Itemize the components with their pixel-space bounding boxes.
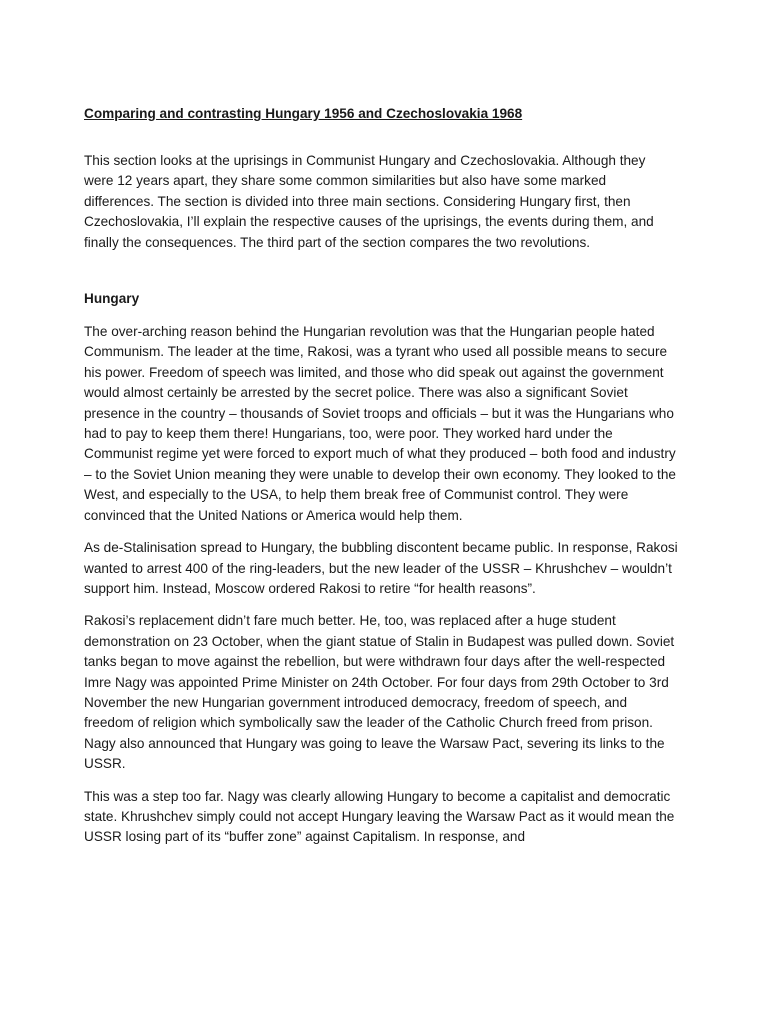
intro-paragraph: This section looks at the uprisings in Communist Hungary and Czechoslovakia. Although they were 12 years apart, they share some common similarities but also have some marked differences. The section is divided into three main sections. Considering Hungary first, then Czechoslovakia, I’ll explain the respective causes of the uprisings, the events during them, and finally the consequences. The third part of the section compares the two revolutions. [84, 153, 654, 250]
body-paragraph: As de-Stalinisation spread to Hungary, the bubbling discontent became public. In response, Rakosi wanted to arrest 400 of the ring-leaders, but the new leader of the USSR – Khrushchev – wouldn’t support him. Instead, Moscow ordered Rakosi to retire “for health reasons”. [84, 540, 678, 596]
body-paragraph: This was a step too far. Nagy was clearly allowing Hungary to become a capitalist and democratic state. Khrushchev simply could not accept Hungary leaving the Warsaw Pact as it would mean the USSR losing part of its “buffer zone” against Capitalism. In response, and [84, 788, 675, 845]
body-paragraph: The over-arching reason behind the Hungarian revolution was that the Hungarian people hated Communism. The leader at the time, Rakosi, was a tyrant who used all possible means to secure his power. Freedom of speech was limited, and those who did speak out against the government would almost certainly be arrested by the secret police. There was also a significant Soviet presence in the country – thousands of Soviet troops and officials – but it was the Hungarians who had to pay to keep them there! Hungarians, too, were poor. They worked hard under the Communist regime yet were forced to export much of what they produced – both food and industry – to the Soviet Union meaning they were unable to develop their own economy. They looked to the West, and especially to the USA, to help them break free of Communist control. They were convinced that the United Nations or America would help them. [84, 324, 676, 523]
section-heading: Hungary [84, 291, 140, 307]
document-title: Comparing and contrasting Hungary 1956 and Czechoslovakia 1968 [84, 106, 523, 121]
document-page [84, 104, 678, 860]
body-paragraph: Rakosi’s replacement didn’t fare much better. He, too, was replaced after a huge student demonstration on 23 October, when the giant statue of Stalin in Budapest was pulled down. Soviet tanks began to move against the rebellion, but were withdrawn four days after the well-respected Imre Nagy was appointed Prime Minister on 24th October. For four days from 29th October to 3rd November the new Hungarian government introduced democracy, freedom of speech, and freedom of religion which symbolically saw the leader of the Catholic Church freed from prison. Nagy also announced that Hungary was going to leave the Warsaw Pact, severing its links to the USSR. [84, 613, 675, 772]
